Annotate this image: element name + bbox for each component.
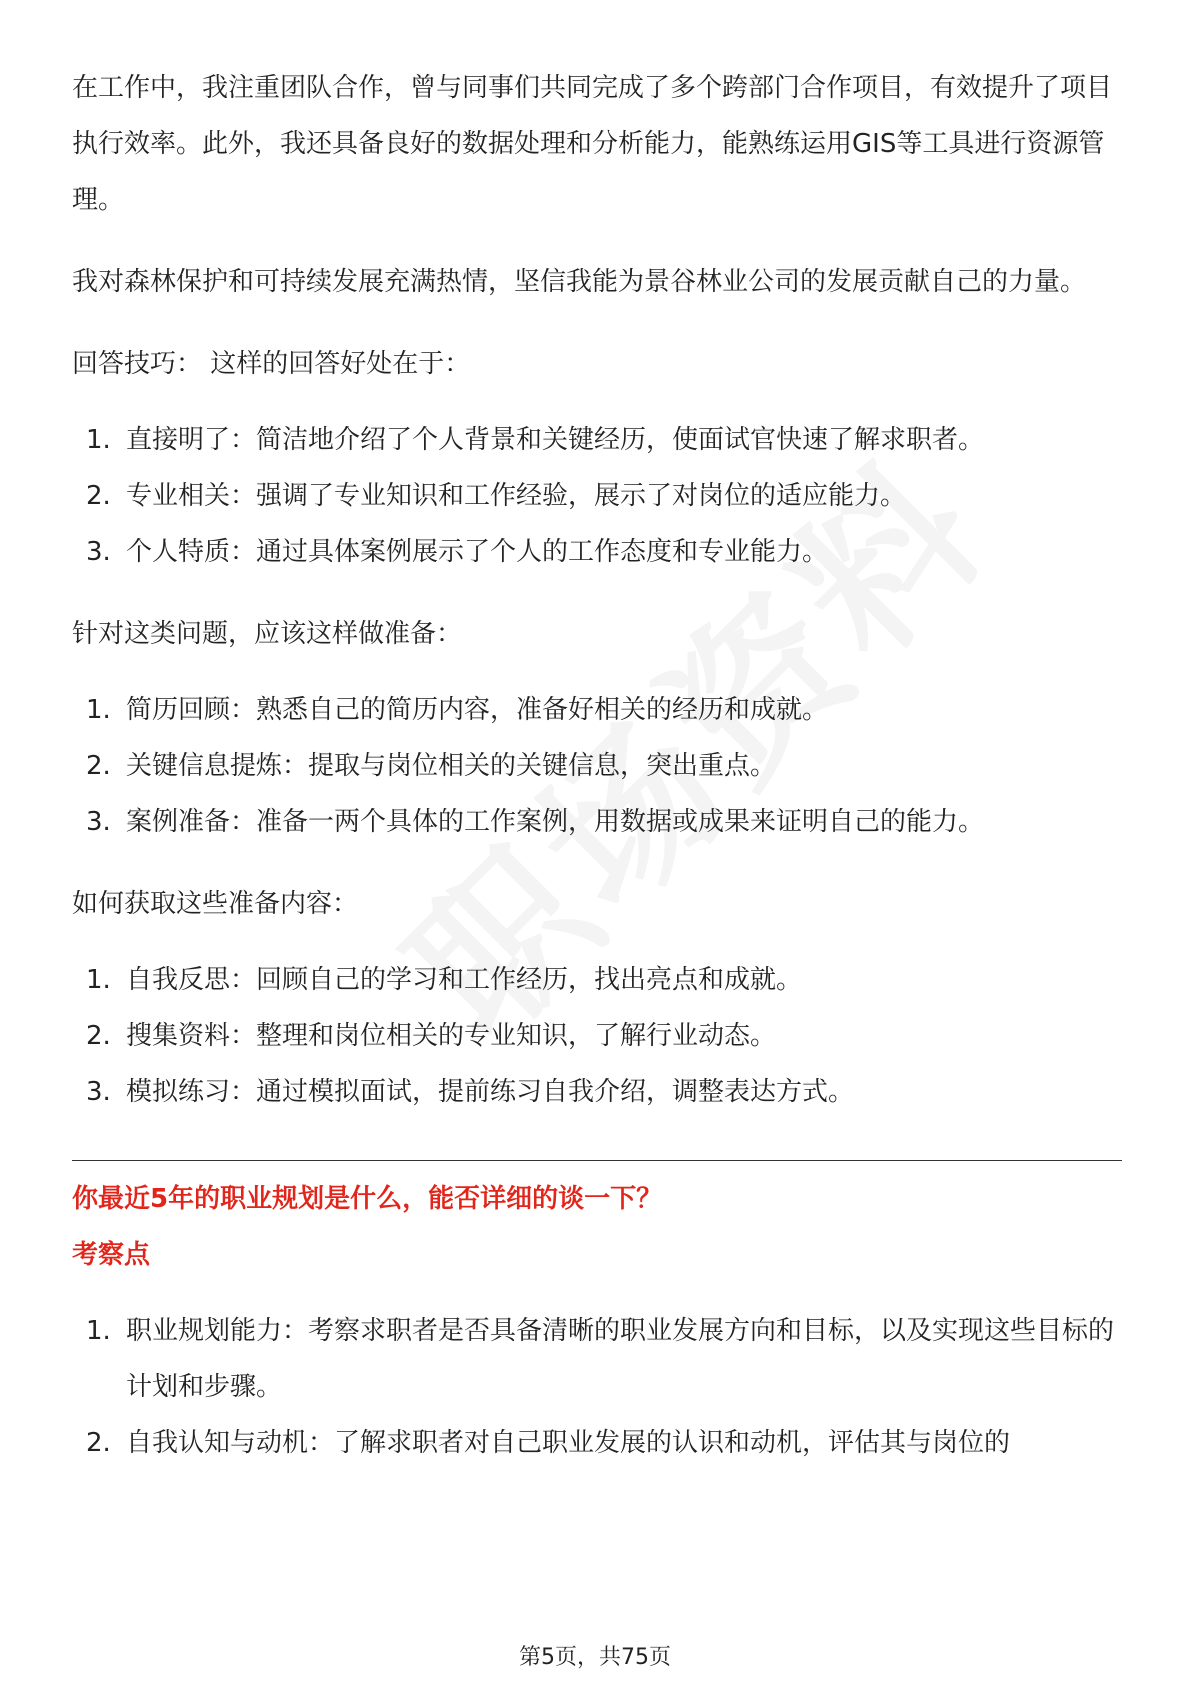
section-divider [72, 1160, 1122, 1161]
question-subtitle: 考察点 [72, 1240, 151, 1270]
question-title: 你最近5年的职业规划是什么，能否详细的谈一下？ [72, 1184, 663, 1214]
list-item: 1. 直接明了：简洁地介绍了个人背景和关键经历，使面试官快速了解求职者。 [86, 425, 985, 455]
intro-paragraph: 在工作中，我注重团队合作，曾与同事们共同完成了多个跨部门合作项目，有效提升了项目执行效率。此外，我还具备良好的数据处理和分析能力，能熟练运用GIS等工具进行资源管理。 [72, 73, 1113, 215]
list-item: 1. 自我反思：回顾自己的学习和工作经历，找出亮点和成就。 [86, 965, 803, 995]
question-list [72, 1303, 1122, 1471]
obtain-list [72, 952, 1122, 1120]
list-item: 2. 专业相关：强调了专业知识和工作经验，展示了对岗位的适应能力。 [86, 481, 907, 511]
list-item: 3. 案例准备：准备一两个具体的工作案例，用数据或成果来证明自己的能力。 [86, 807, 985, 837]
prepare-list [72, 682, 1122, 850]
list-item: 1. 职业规划能力：考察求职者是否具备清晰的职业发展方向和目标，以及实现这些目标的计划和步骤。 [86, 1316, 1115, 1402]
list-item: 3. 模拟练习：通过模拟面试，提前练习自我介绍，调整表达方式。 [86, 1077, 855, 1107]
list-item: 2. 自我认知与动机：了解求职者对自己职业发展的认识和动机，评估其与岗位的 [86, 1428, 1011, 1458]
prepare-heading: 针对这类问题，应该这样做准备： [72, 619, 463, 649]
tips-list [72, 412, 1122, 580]
page-content [72, 60, 1122, 1471]
list-item: 1. 简历回顾：熟悉自己的简历内容，准备好相关的经历和成就。 [86, 695, 829, 725]
list-item: 2. 关键信息提炼：提取与岗位相关的关键信息，突出重点。 [86, 751, 777, 781]
obtain-heading: 如何获取这些准备内容： [72, 889, 359, 919]
page-number: 第5页，共75页 [519, 1645, 671, 1670]
intro-paragraph: 我对森林保护和可持续发展充满热情，坚信我能为景谷林业公司的发展贡献自己的力量。 [72, 267, 1087, 297]
tips-heading: 回答技巧： 这样的回答好处在于： [72, 349, 471, 379]
list-item: 3. 个人特质：通过具体案例展示了个人的工作态度和专业能力。 [86, 537, 829, 567]
list-item: 2. 搜集资料：整理和岗位相关的专业知识，了解行业动态。 [86, 1021, 777, 1051]
